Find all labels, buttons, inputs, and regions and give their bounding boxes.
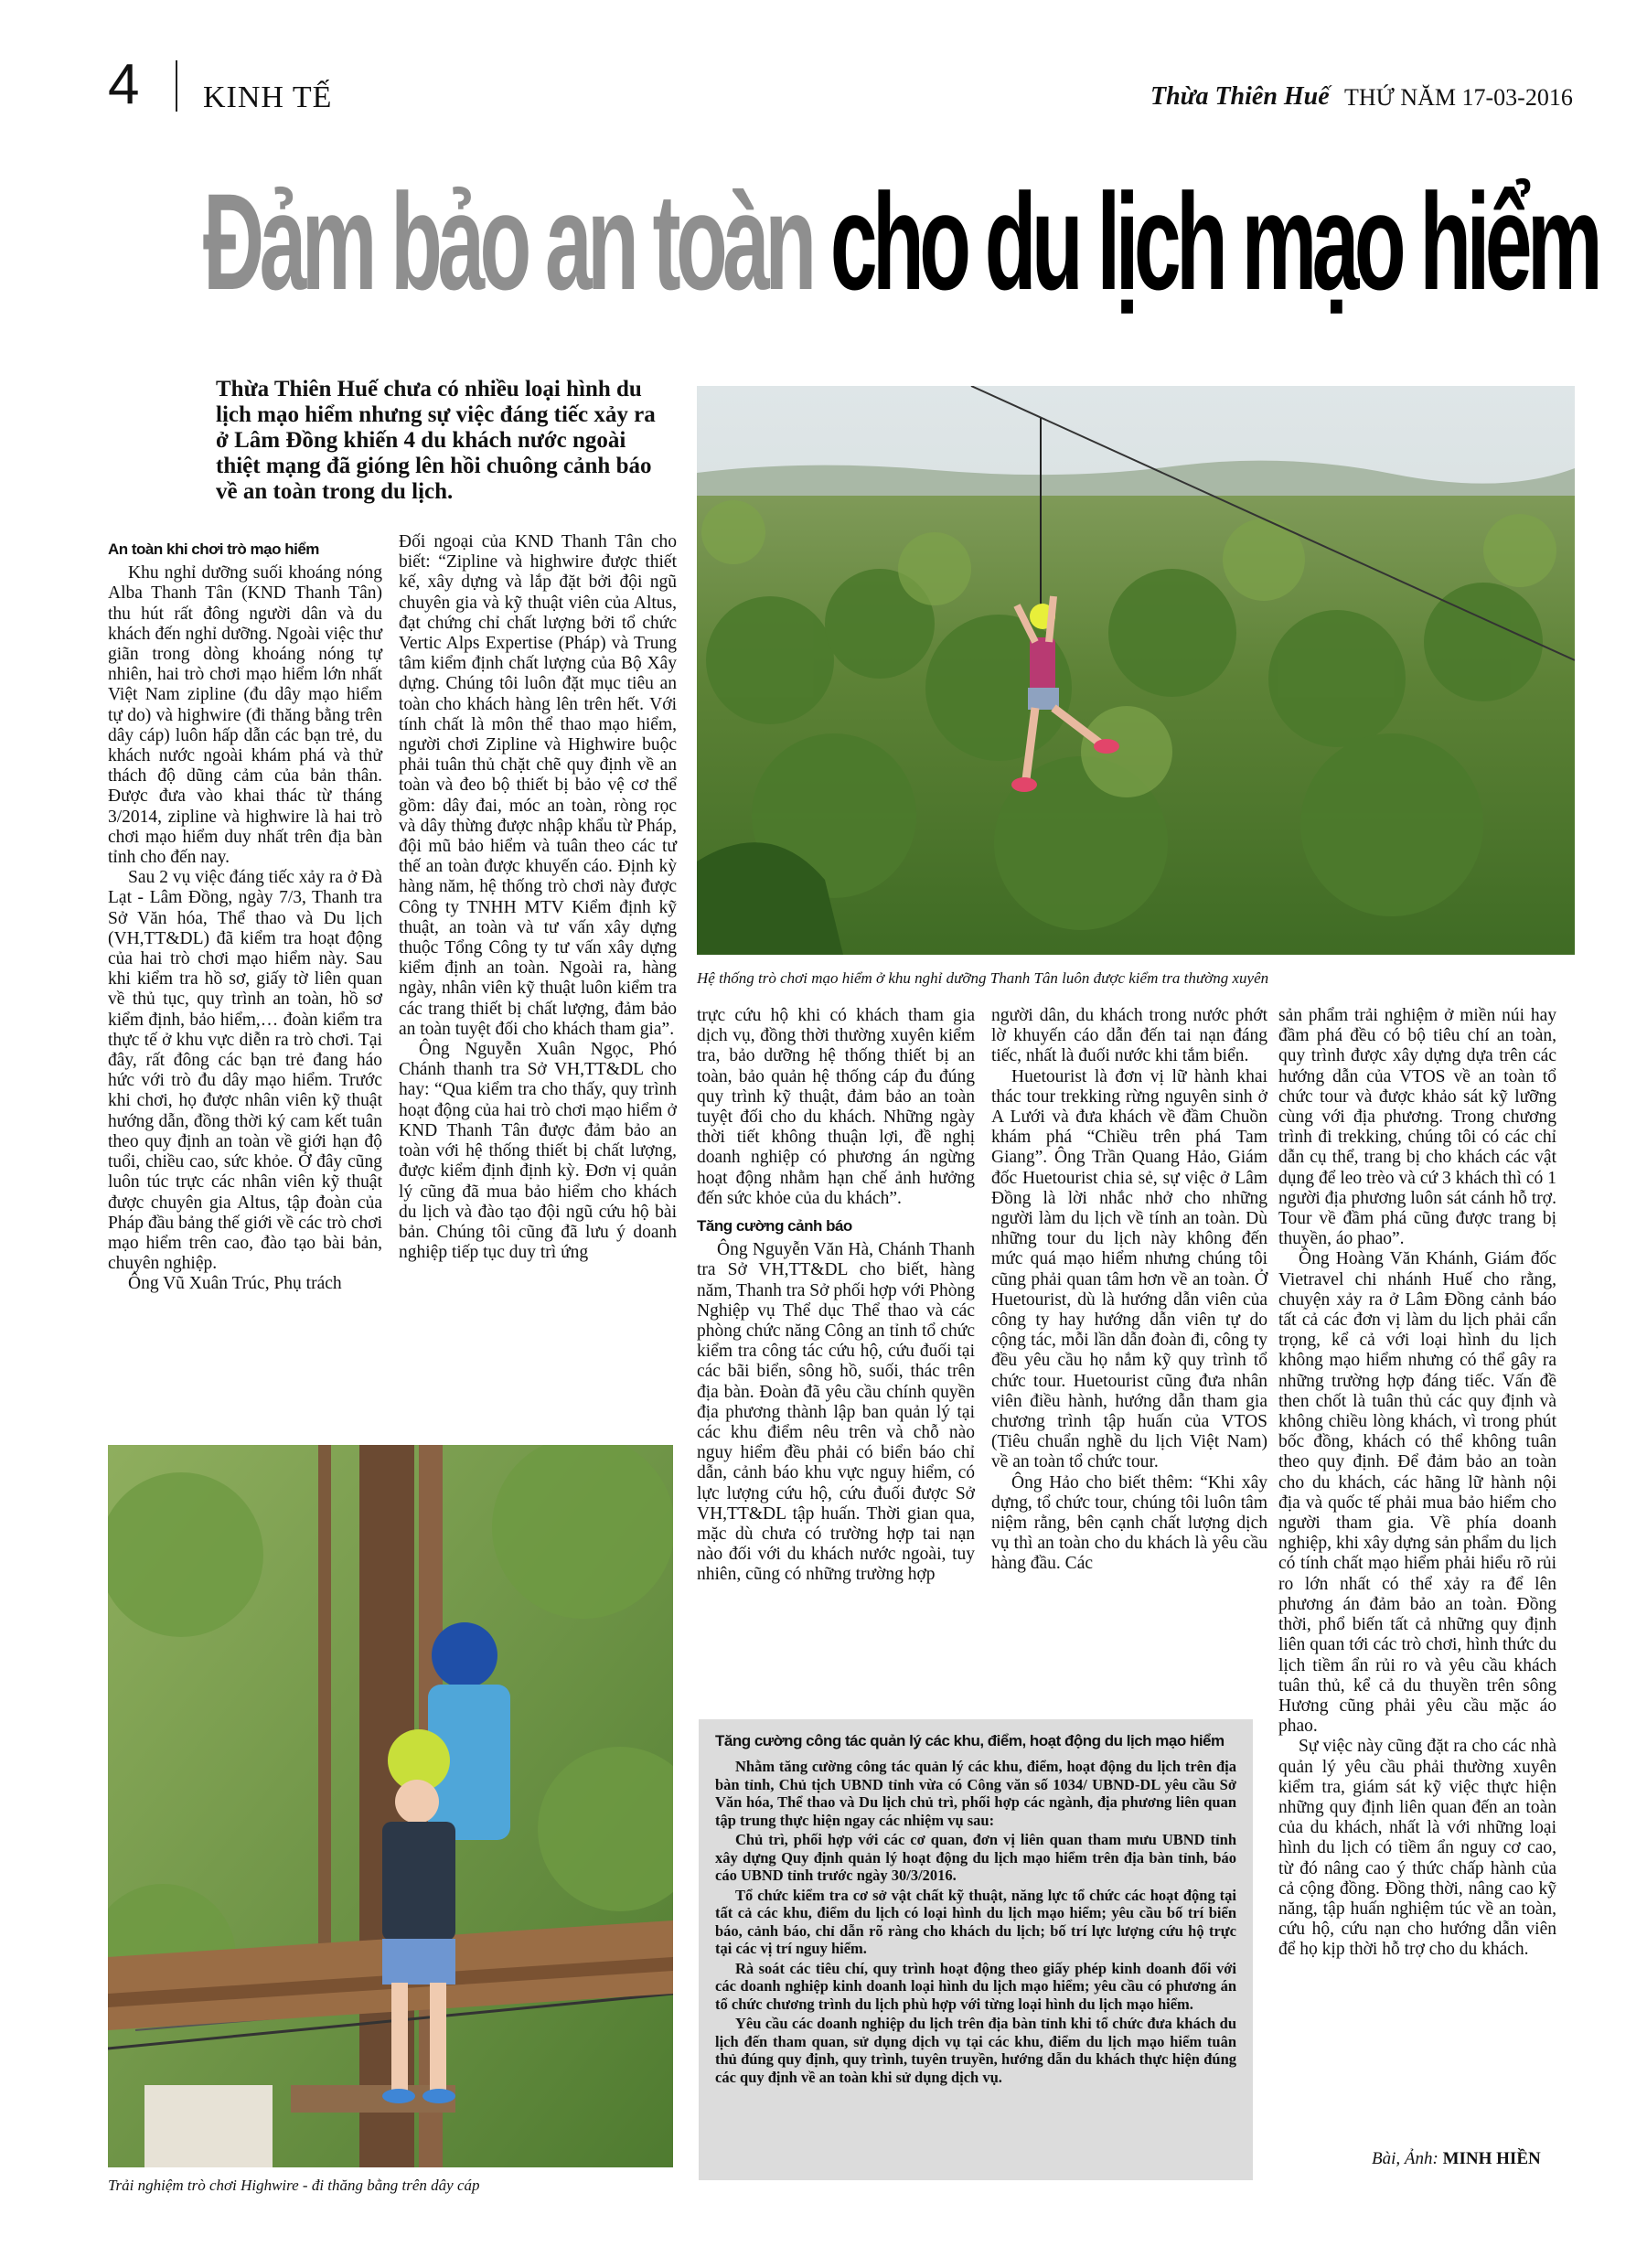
title-part-black: cho du lịch mạo hiểm: [829, 165, 1599, 318]
paragraph: Sau 2 vụ việc đáng tiếc xảy ra ở Đà Lạt - Lâm Đồng, ngày 7/3, Thanh tra Sở Văn hóa, Thể thao và Du lịch (VH,TT&DL) đã kiểm tra hoạt động của hai trò chơi mạo hiểm này. Sau khi kiểm tra hồ sơ, giấy tờ liên quan về thủ tục, quy trình an toàn, hồ sơ kiểm định, bảo hiểm,… đoàn kiểm tra thực tế ở khu vực diễn ra trò chơi. Tại đây, rất đông các bạn trẻ đang háo hức với trò đu dây mạo hiểm. Trước khi chơi, họ được nhân viên kỹ thuật hướng dẫn, đồng thời ký cam kết tuân theo quy định an toàn về giới hạn độ tuổi, chiều cao, sức khỏe. Ở đây cũng luôn túc trực các nhân viên kỹ thuật được chuyên gia Altus, tập đoàn của Pháp đầu bảng thế giới về các trò chơi mạo hiểm trên cao, đào tạo bài bản, chuyên nghiệp.: [108, 868, 382, 1274]
paragraph: sản phẩm trải nghiệm ở miền núi hay đầm phá đều có bộ tiêu chí an toàn, quy trình được xây dựng dựa trên các hướng dẫn của VTOS về an toàn tổ chức tour và được khảo sát kỹ lưỡng cùng với địa phương. Trong chương trình đi trekking, chúng tôi có các chỉ dẫn cụ thể, trang bị cho khách các vật dụng để leo trèo và cứ 3 khách thì có 1 người địa phương luôn sát cánh hỗ trợ. Tour về đầm phá cũng được trang bị thuyền, áo phao”.: [1278, 1006, 1556, 1249]
paragraph: Đối ngoại của KND Thanh Tân cho biết: “Zipline và highwire được thiết kế, xây dựng và lắp đặt bởi đội ngũ chuyên gia và kỹ thuật viên của Altus, đạt chứng chỉ chất lượng bởi tổ chức Vertic Alps Expertise (Pháp) và Trung tâm kiểm định chất lượng của Bộ Xây dựng. Chúng tôi luôn đặt mục tiêu an toàn cho khách hàng lên trên hết. Với tính chất là môn thể thao mạo hiểm, người chơi Zipline và Highwire buộc phải tuân thủ chặt chẽ quy định về an toàn và đeo bộ thiết bị bảo vệ cơ thể gồm: dây đai, móc an toàn, ròng rọc và dây thừng được nhập khẩu từ Pháp, đội mũ bảo hiểm và tuân theo các tư thế an toàn được khuyến cáo. Định kỳ hàng năm, hệ thống trò chơi này được Công ty TNHH MTV Kiểm định kỹ thuật, an toàn và tư vấn xây dựng thuộc Tổng Công ty tư vấn xây dựng kiểm định an toàn. Ngoài ra, hàng ngày, nhân viên kỹ thuật luôn kiểm tra các trang thiết bị chất lượng, đảm bảo an toàn tuyệt đối cho khách tham gia”.: [399, 532, 677, 1039]
box-paragraph: Yêu cầu các doanh nghiệp du lịch trên địa bàn tỉnh khi tổ chức đưa khách du lịch đến tham quan, sử dụng dịch vụ tại các khu, điểm du lịch mạo hiểm tuân thủ đúng quy định, quy trình, tuyên truyền, hướng dẫn du khách thực hiện đúng các quy định về an toàn khi sử dụng dịch vụ.: [715, 2015, 1236, 2086]
header-divider: [176, 60, 177, 112]
subheading-warning: Tăng cường cảnh báo: [697, 1217, 852, 1236]
paragraph: Ông Hảo cho biết thêm: “Khi xây dựng, tổ chức tour, chúng tôi luôn tâm niệm rằng, bên cạnh chất lượng dịch vụ thì an toàn cho du khách là yêu cầu hàng đầu. Các: [991, 1472, 1267, 1574]
box-title: Tăng cường công tác quản lý các khu, điểm, hoạt động du lịch mạo hiểm: [715, 1732, 1225, 1749]
paragraph: Ông Hoàng Văn Khánh, Giám đốc Vietravel chi nhánh Huế cho rằng, chuyện xảy ra ở Lâm Đồng cảnh báo tất cả các đơn vị làm du lịch phải cẩn trọng, kể cả với loại hình du lịch không mạo hiểm nhưng có thể gây ra những trường hợp đáng tiếc. Vấn đề then chốt là tuân thủ các quy định và không chiều lòng khách, vì trong phút bốc đồng, khách có thể không tuân theo quy định. Để đảm bảo an toàn cho du khách, các hãng lữ hành nội địa và quốc tế phải mua bảo hiểm cho người tham gia. Về phía doanh nghiệp, khi xây dựng sản phẩm du lịch có tính chất mạo hiểm phải hiểu rõ rủi ro lớn nhất có thể xảy ra để lên phương án đảm bảo an toàn. Đồng thời, phổ biến tất cả những quy định liên quan tới các trò chơi, hình thức du lịch tiềm ẩn rủi ro và yêu cầu khách tuân thủ, kể cả du thuyền trên sông Hương cũng phải yêu cầu mặc áo phao.: [1278, 1249, 1556, 1737]
subheading-safety: An toàn khi chơi trò mạo hiểm: [108, 540, 319, 558]
box-paragraph: Nhằm tăng cường công tác quản lý các khu, điểm, hoạt động du lịch trên địa bàn tỉnh, Chủ tịch UBND tỉnh vừa có Công văn số 1034/ UBND-DL yêu cầu Sở Văn hóa, Thể thao và Du lịch chủ trì, phối hợp các ngành, địa phương liên quan tập trung thực hiện ngay các nhiệm vụ sau:: [715, 1758, 1236, 1829]
article-column-2: [399, 532, 677, 1263]
paragraph: Huetourist là đơn vị lữ hành khai thác tour trekking rừng nguyên sinh ở A Lưới và đưa khách về đầm Chuồn khám phá “Chiều trên phá Tam Giang”. Ông Trần Quang Hảo, Giám đốc Huetourist chia sẻ, sự việc ở Lâm Đồng là lời nhắc nhở cho những người làm du lịch về tính an toàn. Dù những tour du lịch này không đến mức quá mạo hiểm nhưng chúng tôi cũng phải quan tâm hơn về an toàn. Ở Huetourist, dù là hướng dẫn viên của công ty hay hướng dẫn viên tự do cộng tác, mỗi lần dẫn đoàn đi, công ty đều yêu cầu họ nắm kỹ quy trình tổ chức tour. Huetourist cũng đưa nhân viên điều hành, hướng dẫn tham gia chương trình tập huấn của VTOS (Tiêu chuẩn nghề du lịch Việt Nam) về an toàn tổ chức tour.: [991, 1066, 1267, 1472]
paragraph: người dân, du khách trong nước phớt lờ khuyến cáo dẫn đến tai nạn đáng tiếc, nhất là đuối nước khi tắm biển.: [991, 1006, 1267, 1066]
zipline-photo: [697, 386, 1575, 955]
article-column-4: [991, 1006, 1267, 1575]
newspaper-name: Thừa Thiên Huế: [1150, 82, 1330, 111]
section-name: KINH TẾ: [203, 80, 333, 114]
highwire-photo-caption: Trải nghiệm trò chơi Highwire - đi thăng bằng trên dây cáp: [108, 2177, 480, 2194]
zipline-illustration: [697, 386, 1575, 955]
paragraph: Khu nghỉ dưỡng suối khoáng nóng Alba Thanh Tân (KND Thanh Tân) thu hút rất đông người dân và du khách đến nghỉ dưỡng. Ngoài việc thư giãn trong dòng khoáng nóng tự nhiên, hai trò chơi mạo hiểm lớn nhất Việt Nam zipline (đu dây mạo hiểm tự do) và highwire (đi thăng bằng trên dây cáp) luôn hấp dẫn các bạn trẻ, du khách nước ngoài khám phá và thử thách độ dũng cảm của bản thân. Được đưa vào khai thác từ tháng 3/2014, zipline và highwire là hai trò chơi mạo hiểm duy nhất trên địa bàn tỉnh cho đến nay.: [108, 563, 382, 868]
paragraph: Ông Nguyễn Văn Hà, Chánh Thanh tra Sở VH,TT&DL cho biết, hàng năm, Thanh tra Sở phối hợp với Phòng Nghiệp vụ Thể dục Thể thao và các phòng chức năng Công an tỉnh tổ chức kiểm tra công tác cứu hộ, cứu đuối tại các bãi biển, sông hồ, suối, thác trên địa bàn. Đoàn đã yêu cầu chính quyền địa phương thành lập ban quản lý tại các khu điểm nêu trên và chỗ nào nguy hiểm đều phải có biển báo chỉ dẫn, cảnh báo khu vực nguy hiểm, có lực lượng cứu hộ, cứu đuối được Sở VH,TT&DL tập huấn. Thời gian qua, mặc dù chưa có trường hợp tai nạn nào đối với du khách nước ngoài, tuy nhiên, cũng có những trường hợp: [697, 1240, 975, 1585]
author-credit: [1372, 2149, 1541, 2169]
box-body: [715, 1758, 1236, 2086]
article-column-5: [1278, 1006, 1556, 1961]
management-box: [699, 1719, 1253, 2180]
article-column-3: [697, 1006, 975, 1586]
issue-date: THỨ NĂM 17-03-2016: [1344, 84, 1573, 111]
title-part-grey: Đảm bảo an toàn: [203, 165, 812, 318]
page-number: 4: [108, 53, 140, 116]
paragraph: trực cứu hộ khi có khách tham gia dịch vụ, đồng thời thường xuyên kiểm tra, bảo dưỡng hệ thống thiết bị an toàn, bảo quản hệ thống cáp đu đúng quy trình kỹ thuật, đảm bảo an toàn tuyệt đối cho du khách. Những ngày thời tiết không thuận lợi, đề nghị doanh nghiệp có phương án ngừng hoạt động nhằm hạn chế ảnh hưởng đến sức khỏe của du khách”.: [697, 1006, 975, 1208]
article-column-1: [108, 532, 382, 1295]
highwire-illustration: [108, 1445, 673, 2167]
paragraph: Ông Vũ Xuân Trúc, Phụ trách: [128, 1274, 342, 1294]
zipline-photo-caption: Hệ thống trò chơi mạo hiểm ở khu nghỉ dưỡng Thanh Tân luôn được kiểm tra thường xuyên: [697, 969, 1269, 987]
box-paragraph: Tổ chức kiểm tra cơ sở vật chất kỹ thuật, năng lực tổ chức các hoạt động tại tất cả các khu, điểm du lịch có loại hình du lịch mạo hiểm; yêu cầu bố trí biển báo, cảnh báo, chỉ dẫn rõ ràng cho khách du lịch; bố trí lực lượng cứu hộ trực tại các vị trí nguy hiểm.: [715, 1886, 1236, 1957]
box-paragraph: Chủ trì, phối hợp với các cơ quan, đơn vị liên quan tham mưu UBND tỉnh xây dựng Quy định quản lý hoạt động du lịch mạo hiểm trên địa bàn tỉnh, báo cáo UBND tỉnh trước ngày 30/3/2016.: [715, 1831, 1236, 1884]
highwire-photo: [108, 1445, 673, 2167]
paragraph: Sự việc này cũng đặt ra cho các nhà quản lý yêu cầu phải thường xuyên kiểm tra, giám sát kỹ việc thực hiện những quy định liên quan đến an toàn của du khách, nhất là với những loại hình du lịch có tiềm ẩn nguy cơ cao, từ đó nâng cao ý thức chấp hành của cả cộng đồng. Đồng thời, nâng cao kỹ năng, tập huấn nghiệm túc về an toàn, cứu hộ, cứu nạn cho hướng dẫn viên để họ kịp thời hỗ trợ cho du khách.: [1278, 1737, 1556, 1960]
article-lead: Thừa Thiên Huế chưa có nhiều loại hình du lịch mạo hiểm nhưng sự việc đáng tiếc xảy ra ở Lâm Đồng khiến 4 du khách nước ngoài thiệt mạng đã gióng lên hồi chuông cảnh báo về an toàn trong du lịch.: [216, 377, 656, 504]
credit-prefix: Bài, Ảnh:: [1372, 2149, 1438, 2168]
credit-name: MINH HIỀN: [1442, 2149, 1541, 2168]
article-title: [203, 161, 1599, 326]
paragraph: Ông Nguyễn Xuân Ngọc, Phó Chánh thanh tra Sở VH,TT&DL cho hay: “Qua kiểm tra cho thấy, quy trình hoạt động của hai trò chơi mạo hiểm ở KND Thanh Tân được đảm bảo an toàn với hệ thống thiết bị chất lượng, được kiểm định định kỳ. Đơn vị quản lý cũng đã mua bảo hiểm cho khách du lịch và đào tạo đội ngũ cứu hộ bài bản. Chúng tôi cũng đã lưu ý doanh nghiệp tiếp tục duy trì ứng: [399, 1040, 677, 1263]
box-paragraph: Rà soát các tiêu chí, quy trình hoạt động theo giấy phép kinh doanh đối với các doanh nghiệp kinh doanh loại hình du lịch mạo hiểm; yêu cầu có phương án tổ chức chương trình du lịch phù hợp với từng loại hình du lịch mạo hiểm.: [715, 1959, 1236, 2013]
